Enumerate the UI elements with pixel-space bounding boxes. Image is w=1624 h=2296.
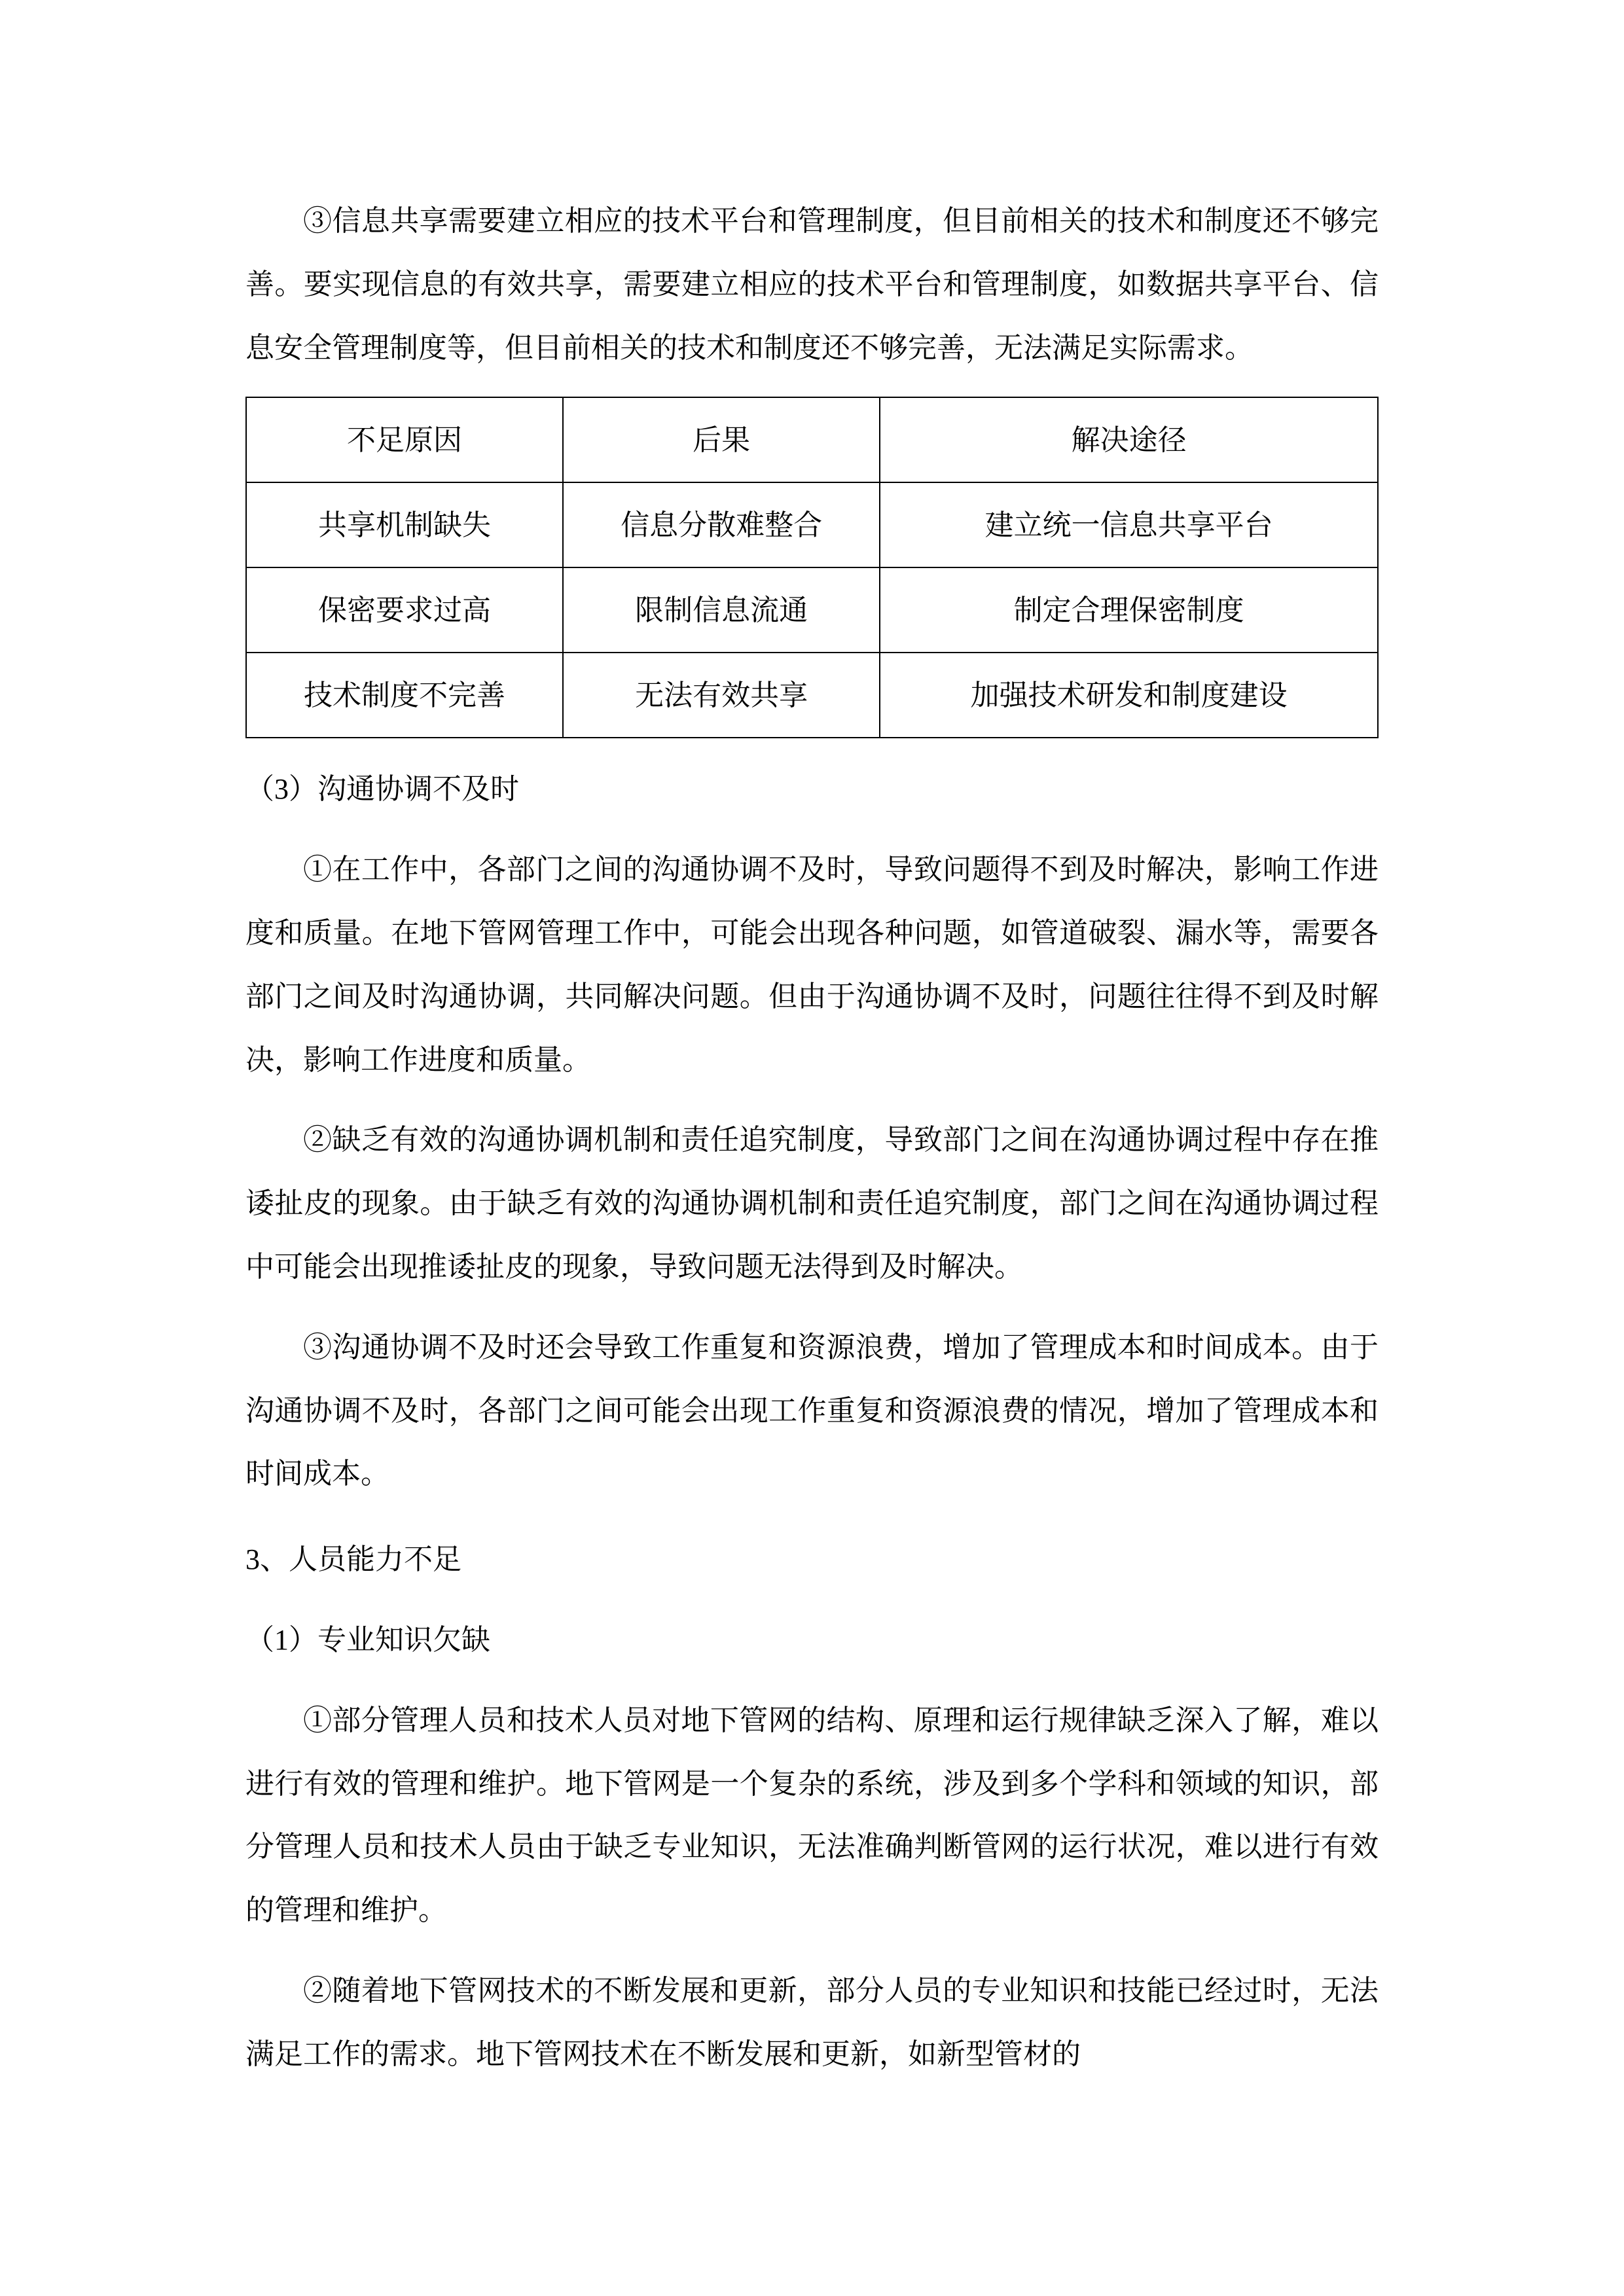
issues-table — [245, 397, 1379, 738]
table-cell: 保密要求过高 — [246, 567, 563, 653]
paragraph-communication-3: ③沟通协调不及时还会导致工作重复和资源浪费，增加了管理成本和时间成本。由于沟通协调不及时，各部门之间可能会出现工作重复和资源浪费的情况，增加了管理成本和时间成本。 — [245, 1331, 1379, 1490]
table-cell: 建立统一信息共享平台 — [880, 482, 1378, 567]
paragraph-communication-1: ①在工作中，各部门之间的沟通协调不及时，导致问题得不到及时解决，影响工作进度和质量。在地下管网管理工作中，可能会出现各种问题，如管道破裂、漏水等，需要各部门之间及时沟通协调，共同解决问题。但由于沟通协调不及时，问题往往得不到及时解决，影响工作进度和质量。 — [245, 853, 1379, 1076]
table-cell: 信息分散难整合 — [563, 482, 880, 567]
paragraph-info-sharing: ③信息共享需要建立相应的技术平台和管理制度，但目前相关的技术和制度还不够完善。要实现信息的有效共享，需要建立相应的技术平台和管理制度，如数据共享平台、信息安全管理制度等，但目前相关的技术和制度还不够完善，无法满足实际需求。 — [245, 205, 1379, 364]
table-cell: 技术制度不完善 — [246, 653, 563, 738]
paragraph-communication-2: ②缺乏有效的沟通协调机制和责任追究制度，导致部门之间在沟通协调过程中存在推诿扯皮的现象。由于缺乏有效的沟通协调机制和责任追究制度，部门之间在沟通协调过程中可能会出现推诿扯皮的现象，导致问题无法得到及时解决。 — [245, 1124, 1379, 1283]
table-header-cause: 不足原因 — [246, 397, 563, 482]
table-cell: 无法有效共享 — [563, 653, 880, 738]
table-row — [246, 653, 1378, 738]
heading-communication: （3）沟通协调不及时 — [245, 773, 519, 806]
table-row — [246, 482, 1378, 567]
table-cell: 共享机制缺失 — [246, 482, 563, 567]
heading-personnel-capability: 3、人员能力不足 — [245, 1543, 461, 1576]
table-header-solution: 解决途径 — [880, 397, 1378, 482]
table-row — [246, 567, 1378, 653]
heading-professional-knowledge: （1）专业知识欠缺 — [245, 1623, 490, 1656]
table-cell: 加强技术研发和制度建设 — [880, 653, 1378, 738]
table-cell: 制定合理保密制度 — [880, 567, 1378, 653]
table-header-row — [246, 397, 1378, 482]
paragraph-knowledge-2: ②随着地下管网技术的不断发展和更新，部分人员的专业知识和技能已经过时，无法满足工作的需求。地下管网技术在不断发展和更新，如新型管材的 — [245, 1974, 1379, 2070]
table-cell: 限制信息流通 — [563, 567, 880, 653]
paragraph-knowledge-1: ①部分管理人员和技术人员对地下管网的结构、原理和运行规律缺乏深入了解，难以进行有效的管理和维护。地下管网是一个复杂的系统，涉及到多个学科和领域的知识，部分管理人员和技术人员由于缺乏专业知识，无法准确判断管网的运行状况，难以进行有效的管理和维护。 — [245, 1704, 1379, 1927]
table-header-consequence: 后果 — [563, 397, 880, 482]
